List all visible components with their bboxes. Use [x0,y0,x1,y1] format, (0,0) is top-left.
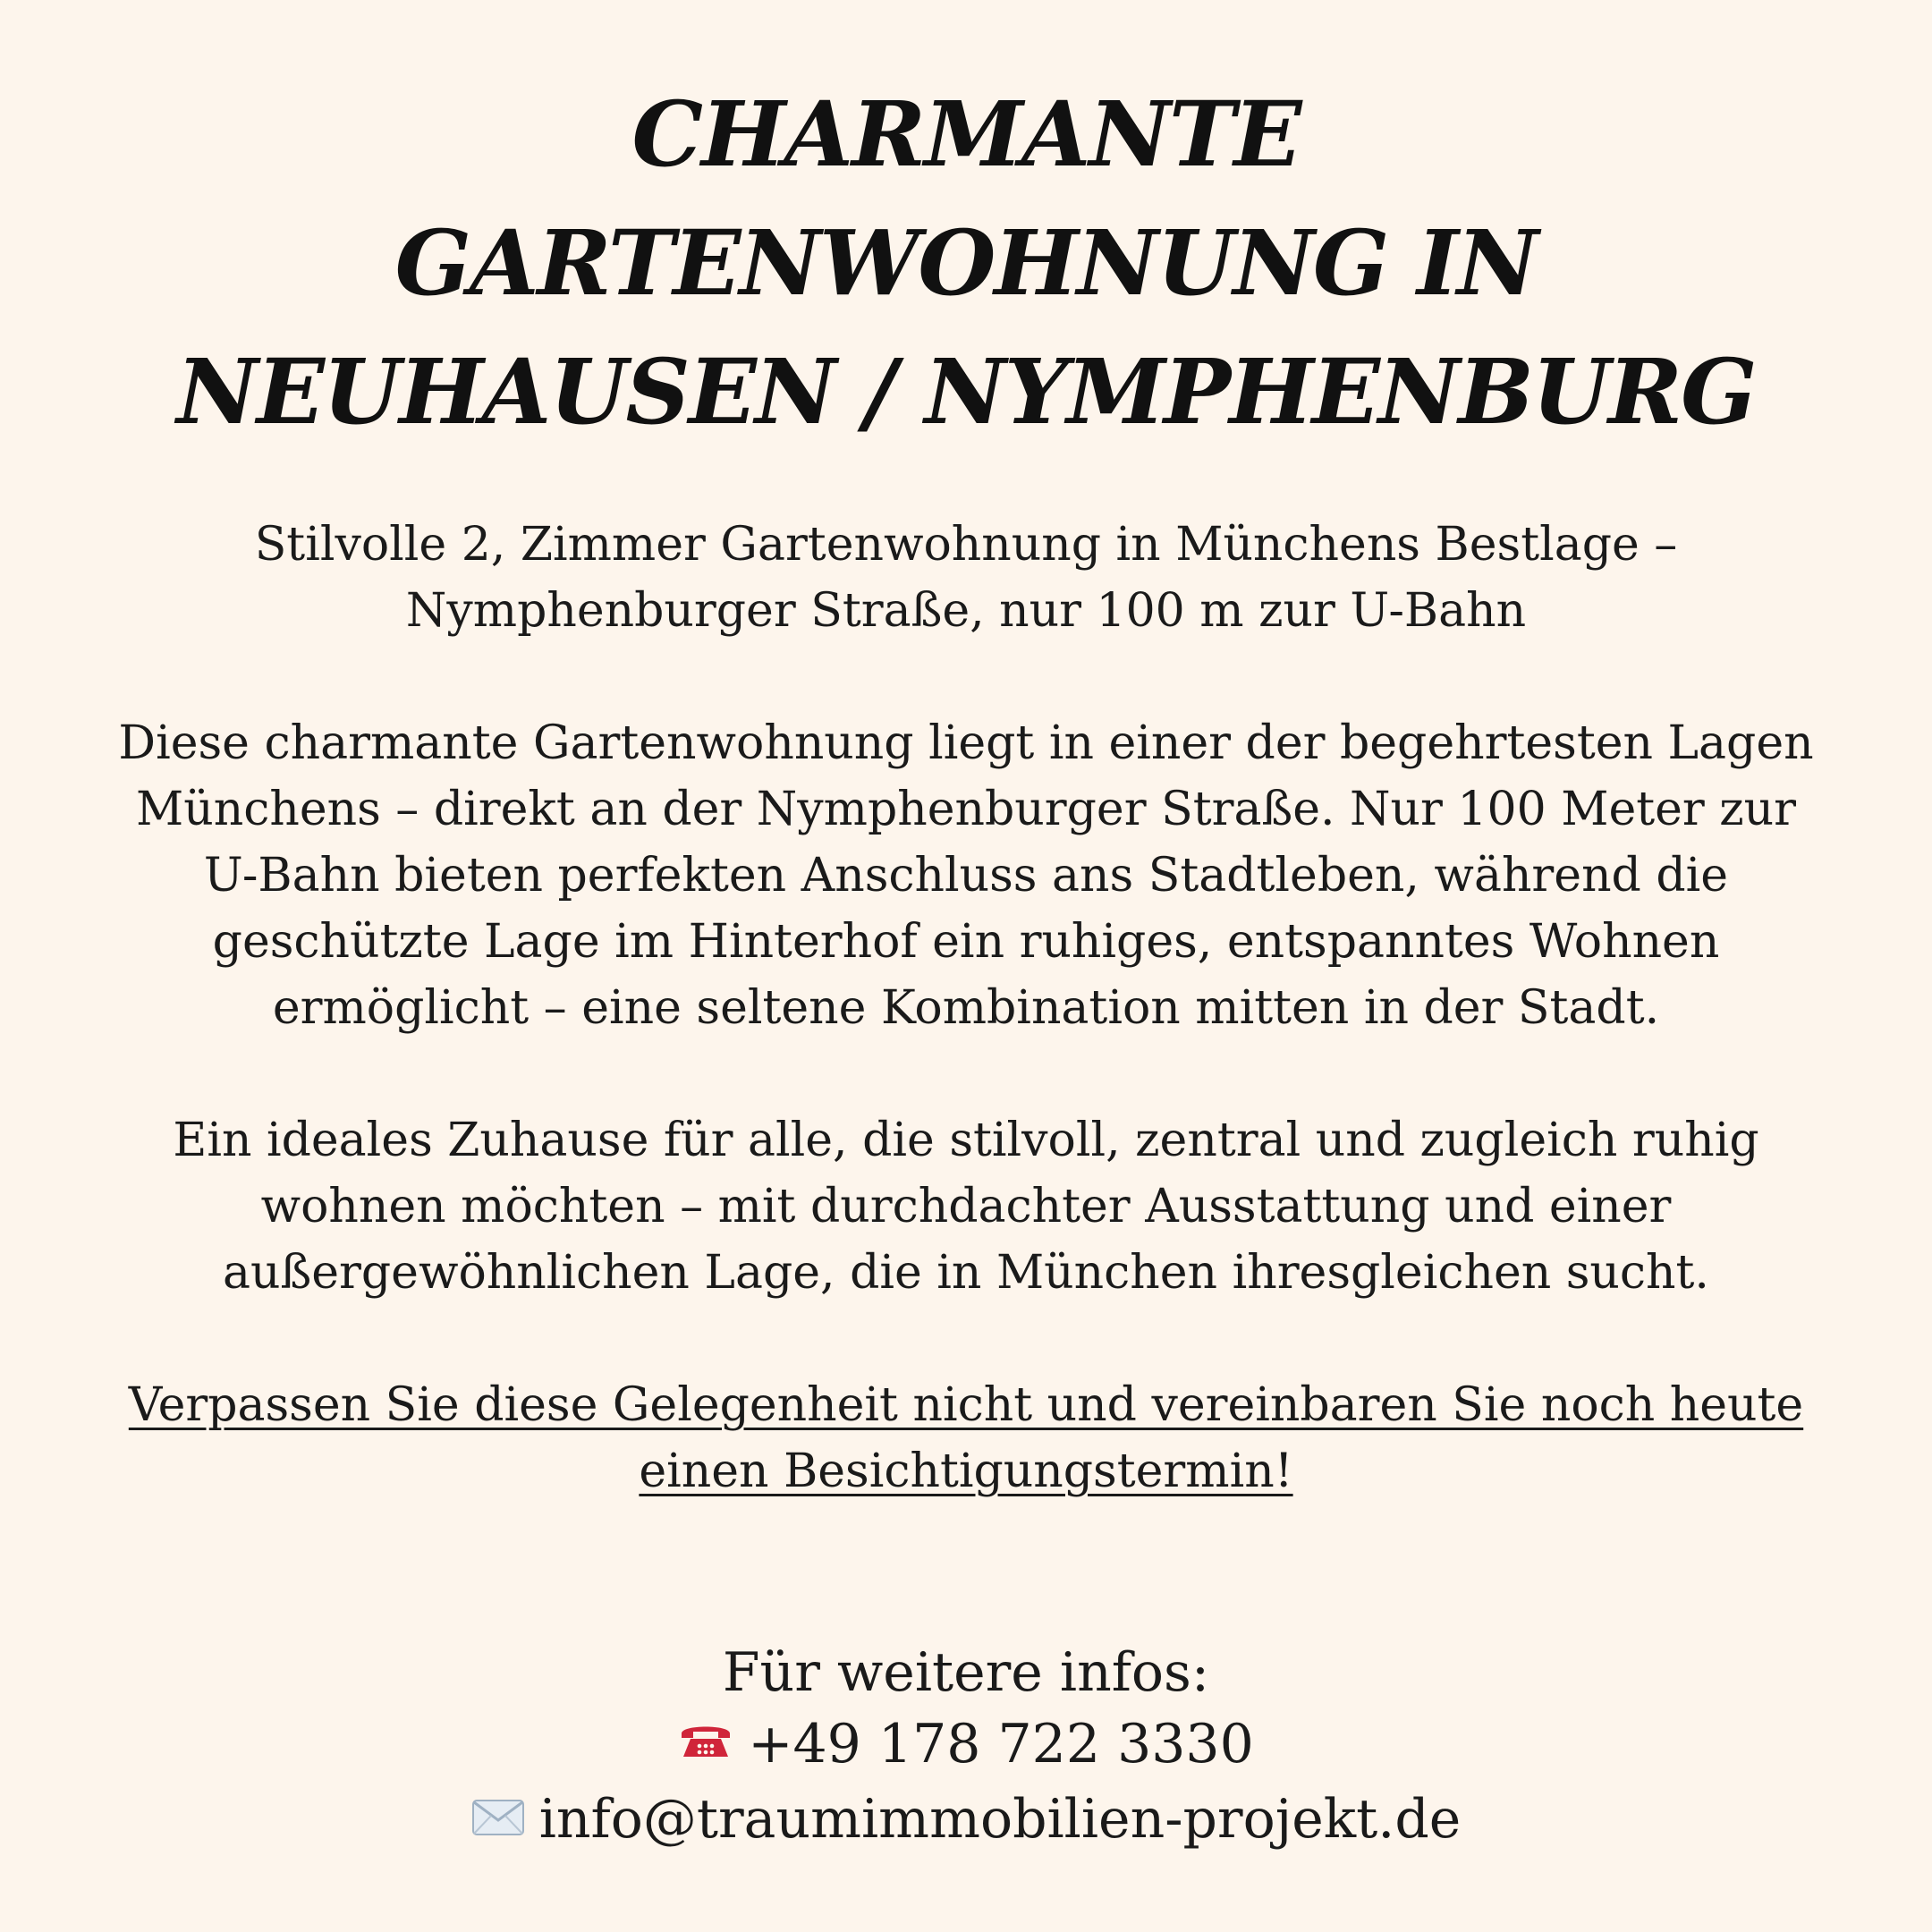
description-paragraph-1 [89,710,1843,1041]
title-line: NEUHAUSEN / NYMPHENBURG [176,339,1756,445]
paragraph-line: Münchens – direkt an der Nymphenburger Straße. Nur 100 Meter zur [135,783,1797,836]
email-row [89,1784,1843,1859]
paragraph-line: Ein ideales Zuhause für alle, die stilvoll, zentral und zugleich ruhig [173,1114,1759,1167]
paragraph-line: außergewöhnlichen Lage, die in München ihresgleichen sucht. [223,1246,1709,1300]
paragraph-line: Diese charmante Gartenwohnung liegt in einer der begehrtesten Lagen [118,716,1814,770]
call-to-action-link[interactable] [89,1372,1843,1504]
title-line: CHARMANTE [631,81,1301,187]
email-link[interactable]: info@traumimmobilien-projekt.de [538,1788,1462,1852]
telephone-icon [678,1707,733,1778]
cta-line: Verpassen Sie diese Gelegenheit nicht und vereinbaren Sie noch heute [128,1378,1804,1432]
subtitle-line: Nymphenburger Straße, nur 100 m zur U-Bahn [405,584,1527,638]
subtitle [89,512,1843,644]
paragraph-line: geschützte Lage im Hinterhof ein ruhiges, entspanntes Wohnen [212,915,1720,969]
paragraph-line: wohnen möchten – mit durchdachter Ausstattung und einer [260,1180,1672,1233]
envelope-icon [471,1783,525,1854]
contact-heading: Für weitere infos: [722,1641,1210,1704]
title-line: GARTENWOHNUNG IN [394,210,1538,316]
cta-line: einen Besichtigungstermin! [639,1445,1293,1498]
paragraph-line: ermöglicht – eine seltene Kombination mitten in der Stadt. [272,981,1660,1035]
subtitle-line: Stilvolle 2, Zimmer Gartenwohnung in Münchens Bestlage – [254,518,1678,572]
paragraph-line: U-Bahn bieten perfekten Anschluss ans Stadtleben, während die [203,849,1729,902]
page-title [161,70,1771,456]
contact-section [89,1637,1843,1860]
description-paragraph-2 [89,1107,1843,1306]
phone-link[interactable]: +49 178 722 3330 [748,1713,1254,1775]
phone-row [89,1708,1843,1784]
